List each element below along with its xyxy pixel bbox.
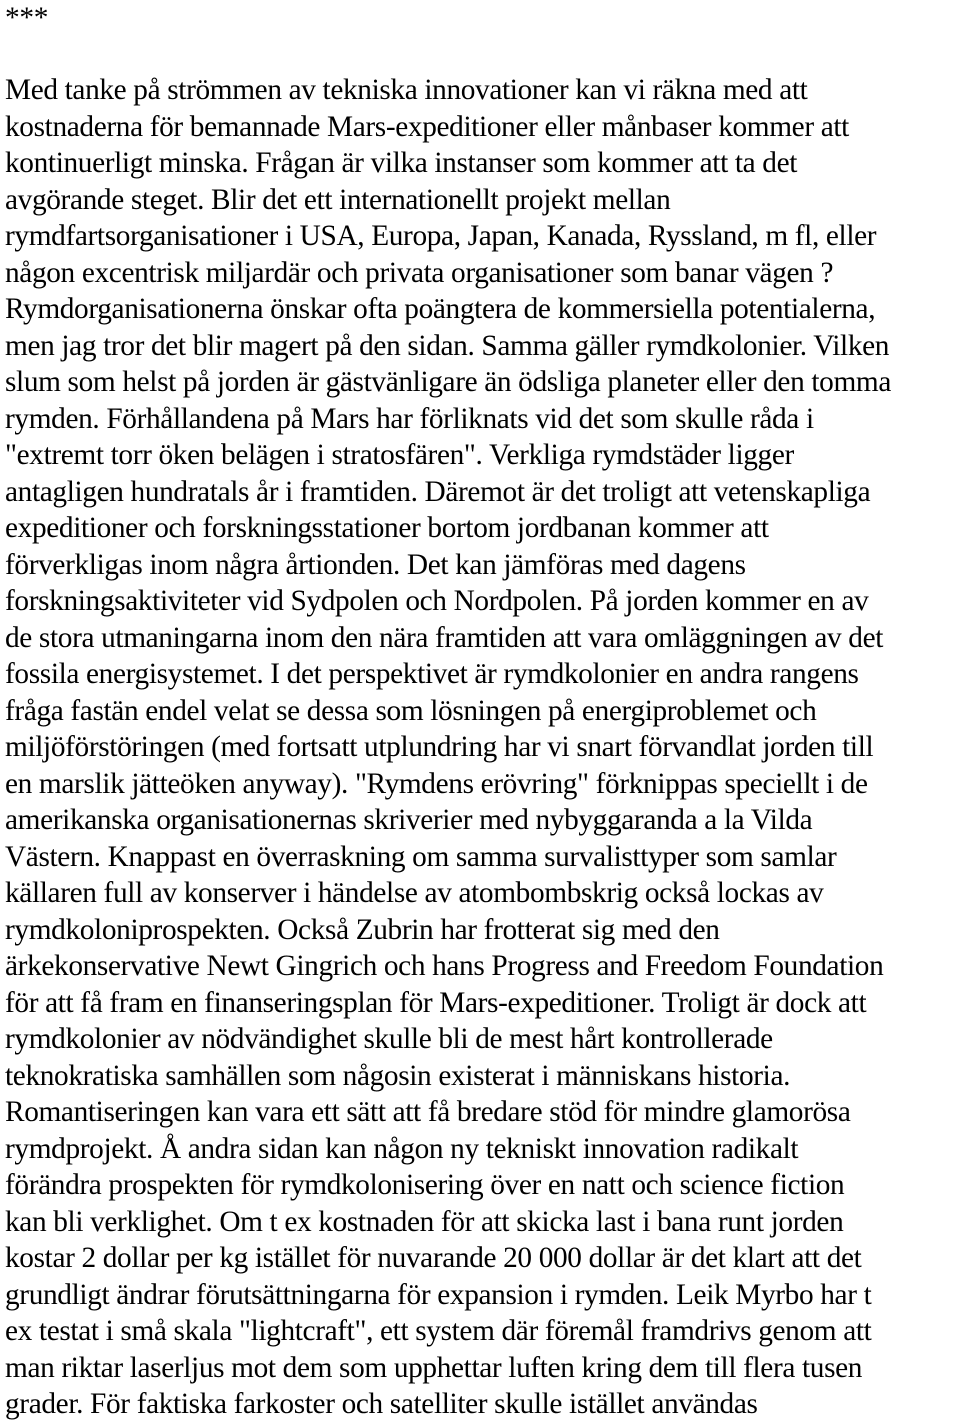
text-line: Med tanke på strömmen av tekniska innovationer kan vi räkna med att <box>5 74 808 106</box>
text-line: de stora utmaningarna inom den nära framtiden att vara omläggningen av det <box>5 621 884 654</box>
text-line: men jag tror det blir magert på den sidan. Samma gäller rymdkolonier. Vilken <box>5 329 890 362</box>
text-line: man riktar laserljus mot dem som upphettar luften kring dem till flera tusen <box>5 1351 863 1384</box>
body-paragraph <box>5 36 960 1423</box>
text-line: expeditioner och forskningsstationer bortom jordbanan kommer att <box>5 512 769 544</box>
text-line: någon excentrisk miljardär och privata organisationer som banar vägen ? <box>5 256 834 289</box>
text-line: miljöförstöringen (med fortsatt utplundring har vi snart förvandlat jorden till <box>5 731 874 763</box>
text-line: fråga fastän endel velat se dessa som lösningen på energiproblemet och <box>5 694 817 727</box>
text-line: grundligt ändrar förutsättningarna för expansion i rymden. Leik Myrbo har t <box>5 1278 872 1311</box>
text-line: kan bli verklighet. Om t ex kostnaden för att skicka last i bana runt jorden <box>5 1205 844 1238</box>
text-line: rymdkolonier av nödvändighet skulle bli de mest hårt kontrollerade <box>5 1023 773 1055</box>
text-line: Rymdorganisationerna önskar ofta poängtera de kommersiella potentialerna, <box>5 293 876 325</box>
text-line: Romantiseringen kan vara ett sätt att få bredare stöd för mindre glamorösa <box>5 1096 851 1128</box>
text-line: amerikanska organisationernas skriverier med nybyggaranda a la Vilda <box>5 804 813 836</box>
text-line: slum som helst på jorden är gästvänligare än ödsliga planeter eller den tomma <box>5 366 892 398</box>
text-line: teknokratiska samhällen som någosin existerat i människans historia. <box>5 1059 791 1092</box>
text-line: ärkekonservative Newt Gingrich och hans Progress and Freedom Foundation <box>5 950 884 982</box>
section-separator: *** <box>5 2 49 34</box>
text-line: grader. För faktiska farkoster och satelliter skulle istället användas <box>5 1388 758 1420</box>
text-line: en marslik jätteöken anyway). "Rymdens erövring" förknippas speciellt i de <box>5 767 868 800</box>
text-line: rymdprojekt. Å andra sidan kan någon ny tekniskt innovation radikalt <box>5 1132 799 1165</box>
text-line: forskningsaktiviteter vid Sydpolen och Nordpolen. På jorden kommer en av <box>5 585 869 617</box>
text-line: förändra prospekten för rymdkolonisering över en natt och science fiction <box>5 1169 845 1201</box>
text-line: Västern. Knappast en överraskning om samma survalisttyper som samlar <box>5 840 837 873</box>
text-line: kostnaderna för bemannade Mars-expeditioner eller månbaser kommer att <box>5 110 849 143</box>
text-line: "extremt torr öken belägen i stratosfären". Verkliga rymdstäder ligger <box>5 439 794 471</box>
text-line: rymdkoloniprospekten. Också Zubrin har frotterat sig med den <box>5 913 720 946</box>
text-line: ex testat i små skala "lightcraft", ett system där föremål framdrivs genom att <box>5 1315 872 1347</box>
text-line: rymden. Förhållandena på Mars har förliknats vid det som skulle råda i <box>5 402 814 435</box>
text-line: avgörande steget. Blir det ett internationellt projekt mellan <box>5 183 671 216</box>
text-line: fossila energisystemet. I det perspektivet är rymdkolonier en andra rangens <box>5 658 859 690</box>
text-line: för att få fram en finanseringsplan för Mars-expeditioner. Troligt är dock att <box>5 986 867 1019</box>
text-line: antagligen hundratals år i framtiden. Däremot är det troligt att vetenskapliga <box>5 475 871 508</box>
text-line: källaren full av konserver i händelse av atombombskrig också lockas av <box>5 877 824 909</box>
text-line: förverkligas inom några årtionden. Det kan jämföras med dagens <box>5 548 746 581</box>
text-line: kontinuerligt minska. Frågan är vilka instanser som kommer att ta det <box>5 147 798 179</box>
text-line: kostar 2 dollar per kg istället för nuvarande 20 000 dollar är det klart att det <box>5 1242 862 1274</box>
document-page <box>5 0 960 1423</box>
text-line: rymdfartsorganisationer i USA, Europa, Japan, Kanada, Ryssland, m fl, eller <box>5 220 877 252</box>
